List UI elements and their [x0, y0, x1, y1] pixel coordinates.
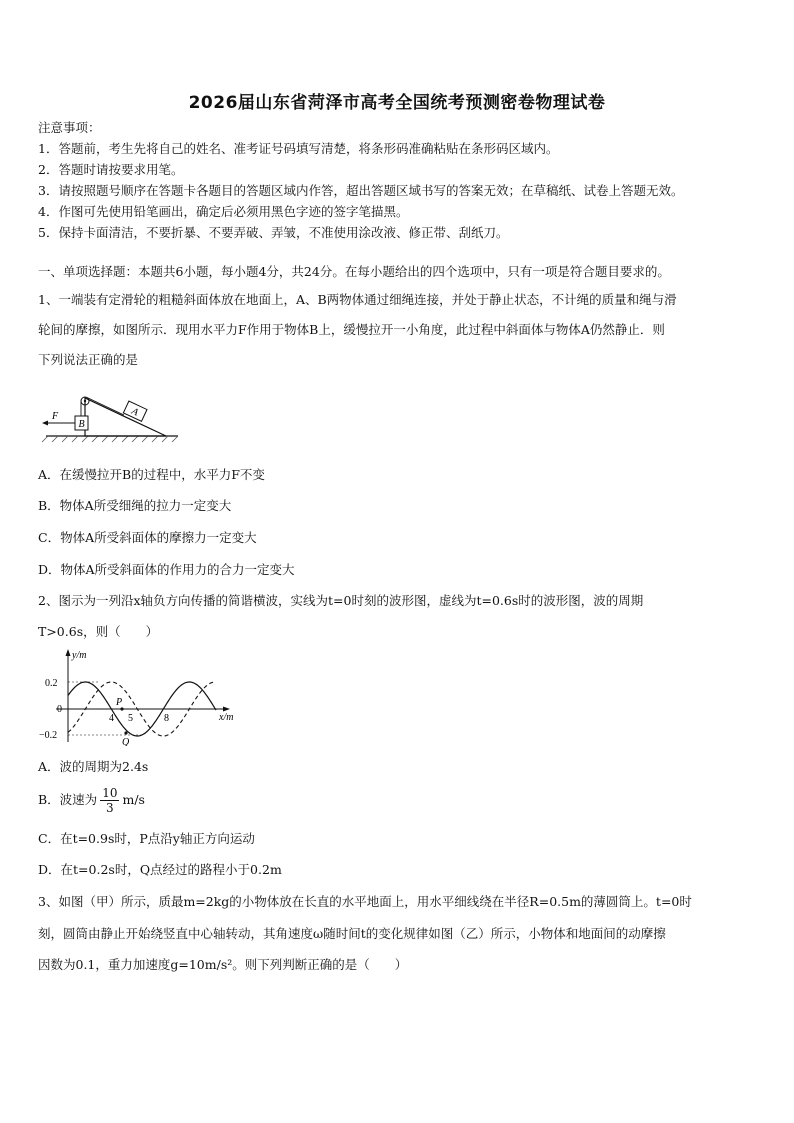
- y-tick: 0.2: [45, 678, 58, 689]
- option-d: D．在t=0.2s时，Q点经过的路程小于0.2m: [38, 862, 282, 877]
- fraction: [100, 787, 119, 814]
- option-c: C．在t=0.9s时，P点沿y轴正方向运动: [38, 831, 255, 846]
- option-b: [38, 787, 145, 814]
- y-tick: −0.2: [39, 730, 58, 741]
- force-f-label: F: [52, 411, 59, 422]
- fraction-denominator: 3: [106, 801, 114, 815]
- x-axis-label: x/m: [219, 712, 234, 723]
- point-p-label: P: [116, 697, 123, 708]
- y-tick: 0: [57, 704, 62, 715]
- page-title: 2026届山东省菏泽市高考全国统考预测密卷物理试卷: [188, 93, 606, 113]
- section-heading: 一、单项选择题：本题共6小题，每小题4分，共24分。在每小题给出的四个选项中，只有一项是符合题目要求的。: [38, 264, 670, 279]
- question-1-text: 下列说法正确的是: [38, 352, 139, 367]
- option-c: C．物体A所受斜面体的摩擦力一定变大: [38, 530, 257, 545]
- option-b-prefix: B．波速为: [38, 792, 98, 807]
- notice-item: 3．请按照题号顺序在答题卡各题目的答题区域内作答，超出答题区域书写的答案无效；在草稿纸、试卷上答题无效。: [38, 183, 684, 198]
- y-axis-label: y/m: [72, 650, 87, 661]
- question-3-text: 刻，圆筒由静止开始绕竖直中心轴转动，其角速度ω随时间t的变化规律如图（乙）所示，小物体和地面间的动摩擦: [38, 926, 666, 941]
- x-tick: 5: [128, 713, 133, 724]
- x-tick: 8: [164, 713, 169, 724]
- question-2-text: T>0.6s，则（ ）: [38, 624, 159, 639]
- point-q: [124, 731, 127, 734]
- notice-heading: 注意事项：: [38, 120, 101, 135]
- incline-pulley-figure: [38, 382, 183, 444]
- question-3-text: 3、如图（甲）所示，质最m=2kg的小物体放在长直的水平地面上，用水平细线绕在半径R=0.5m的薄圆筒上。t=0时: [38, 894, 692, 909]
- question-1-text: 轮间的摩擦，如图所示．现用水平力F作用于物体B上，缓慢拉开一小角度，此过程中斜面体与物体A仍然静止．则: [38, 322, 665, 337]
- question-1-text: 1、一端装有定滑轮的粗糙斜面体放在地面上，A、B两物体通过细绳连接，并处于静止状态，不计绳的质量和绳与滑: [38, 292, 677, 307]
- notice-item: 5．保持卡面清洁，不要折暴、不要弄破、弄皱，不准使用涂改液、修正带、刮纸刀。: [38, 225, 509, 240]
- block-a-label: A: [129, 405, 140, 419]
- block-b-label: B: [78, 419, 85, 430]
- notice-item: 4．作图可先使用铅笔画出，确定后必须用黑色字迹的签字笔描黑。: [38, 204, 409, 219]
- notice-item: 1．答题前，考生先将自己的姓名、准考证号码填写清楚，将条形码准确粘贴在条形码区域内。: [38, 141, 559, 156]
- option-a: A．在缓慢拉开B的过程中，水平力F不变: [38, 467, 265, 482]
- option-d: D．物体A所受斜面体的作用力的合力一定变大: [38, 562, 295, 577]
- question-2-text: 2、图示为一列沿x轴负方向传播的简谐横波，实线为t=0时刻的波形图，虚线为t=0.6s时的波形图，波的周期: [38, 593, 644, 608]
- option-a: A．波的周期为2.4s: [38, 759, 149, 774]
- wave-graph: [38, 646, 248, 746]
- x-tick: 4: [109, 713, 114, 724]
- notice-item: 2．答题时请按要求用笔。: [38, 162, 184, 177]
- option-b-suffix: m/s: [122, 792, 145, 807]
- fraction-numerator: 10: [102, 786, 118, 800]
- option-b: B．物体A所受细绳的拉力一定变大: [38, 498, 232, 513]
- point-q-label: Q: [122, 737, 130, 746]
- question-3-text: 因数为0.1，重力加速度g=10m/s²。则下列判断正确的是（ ）: [38, 957, 408, 972]
